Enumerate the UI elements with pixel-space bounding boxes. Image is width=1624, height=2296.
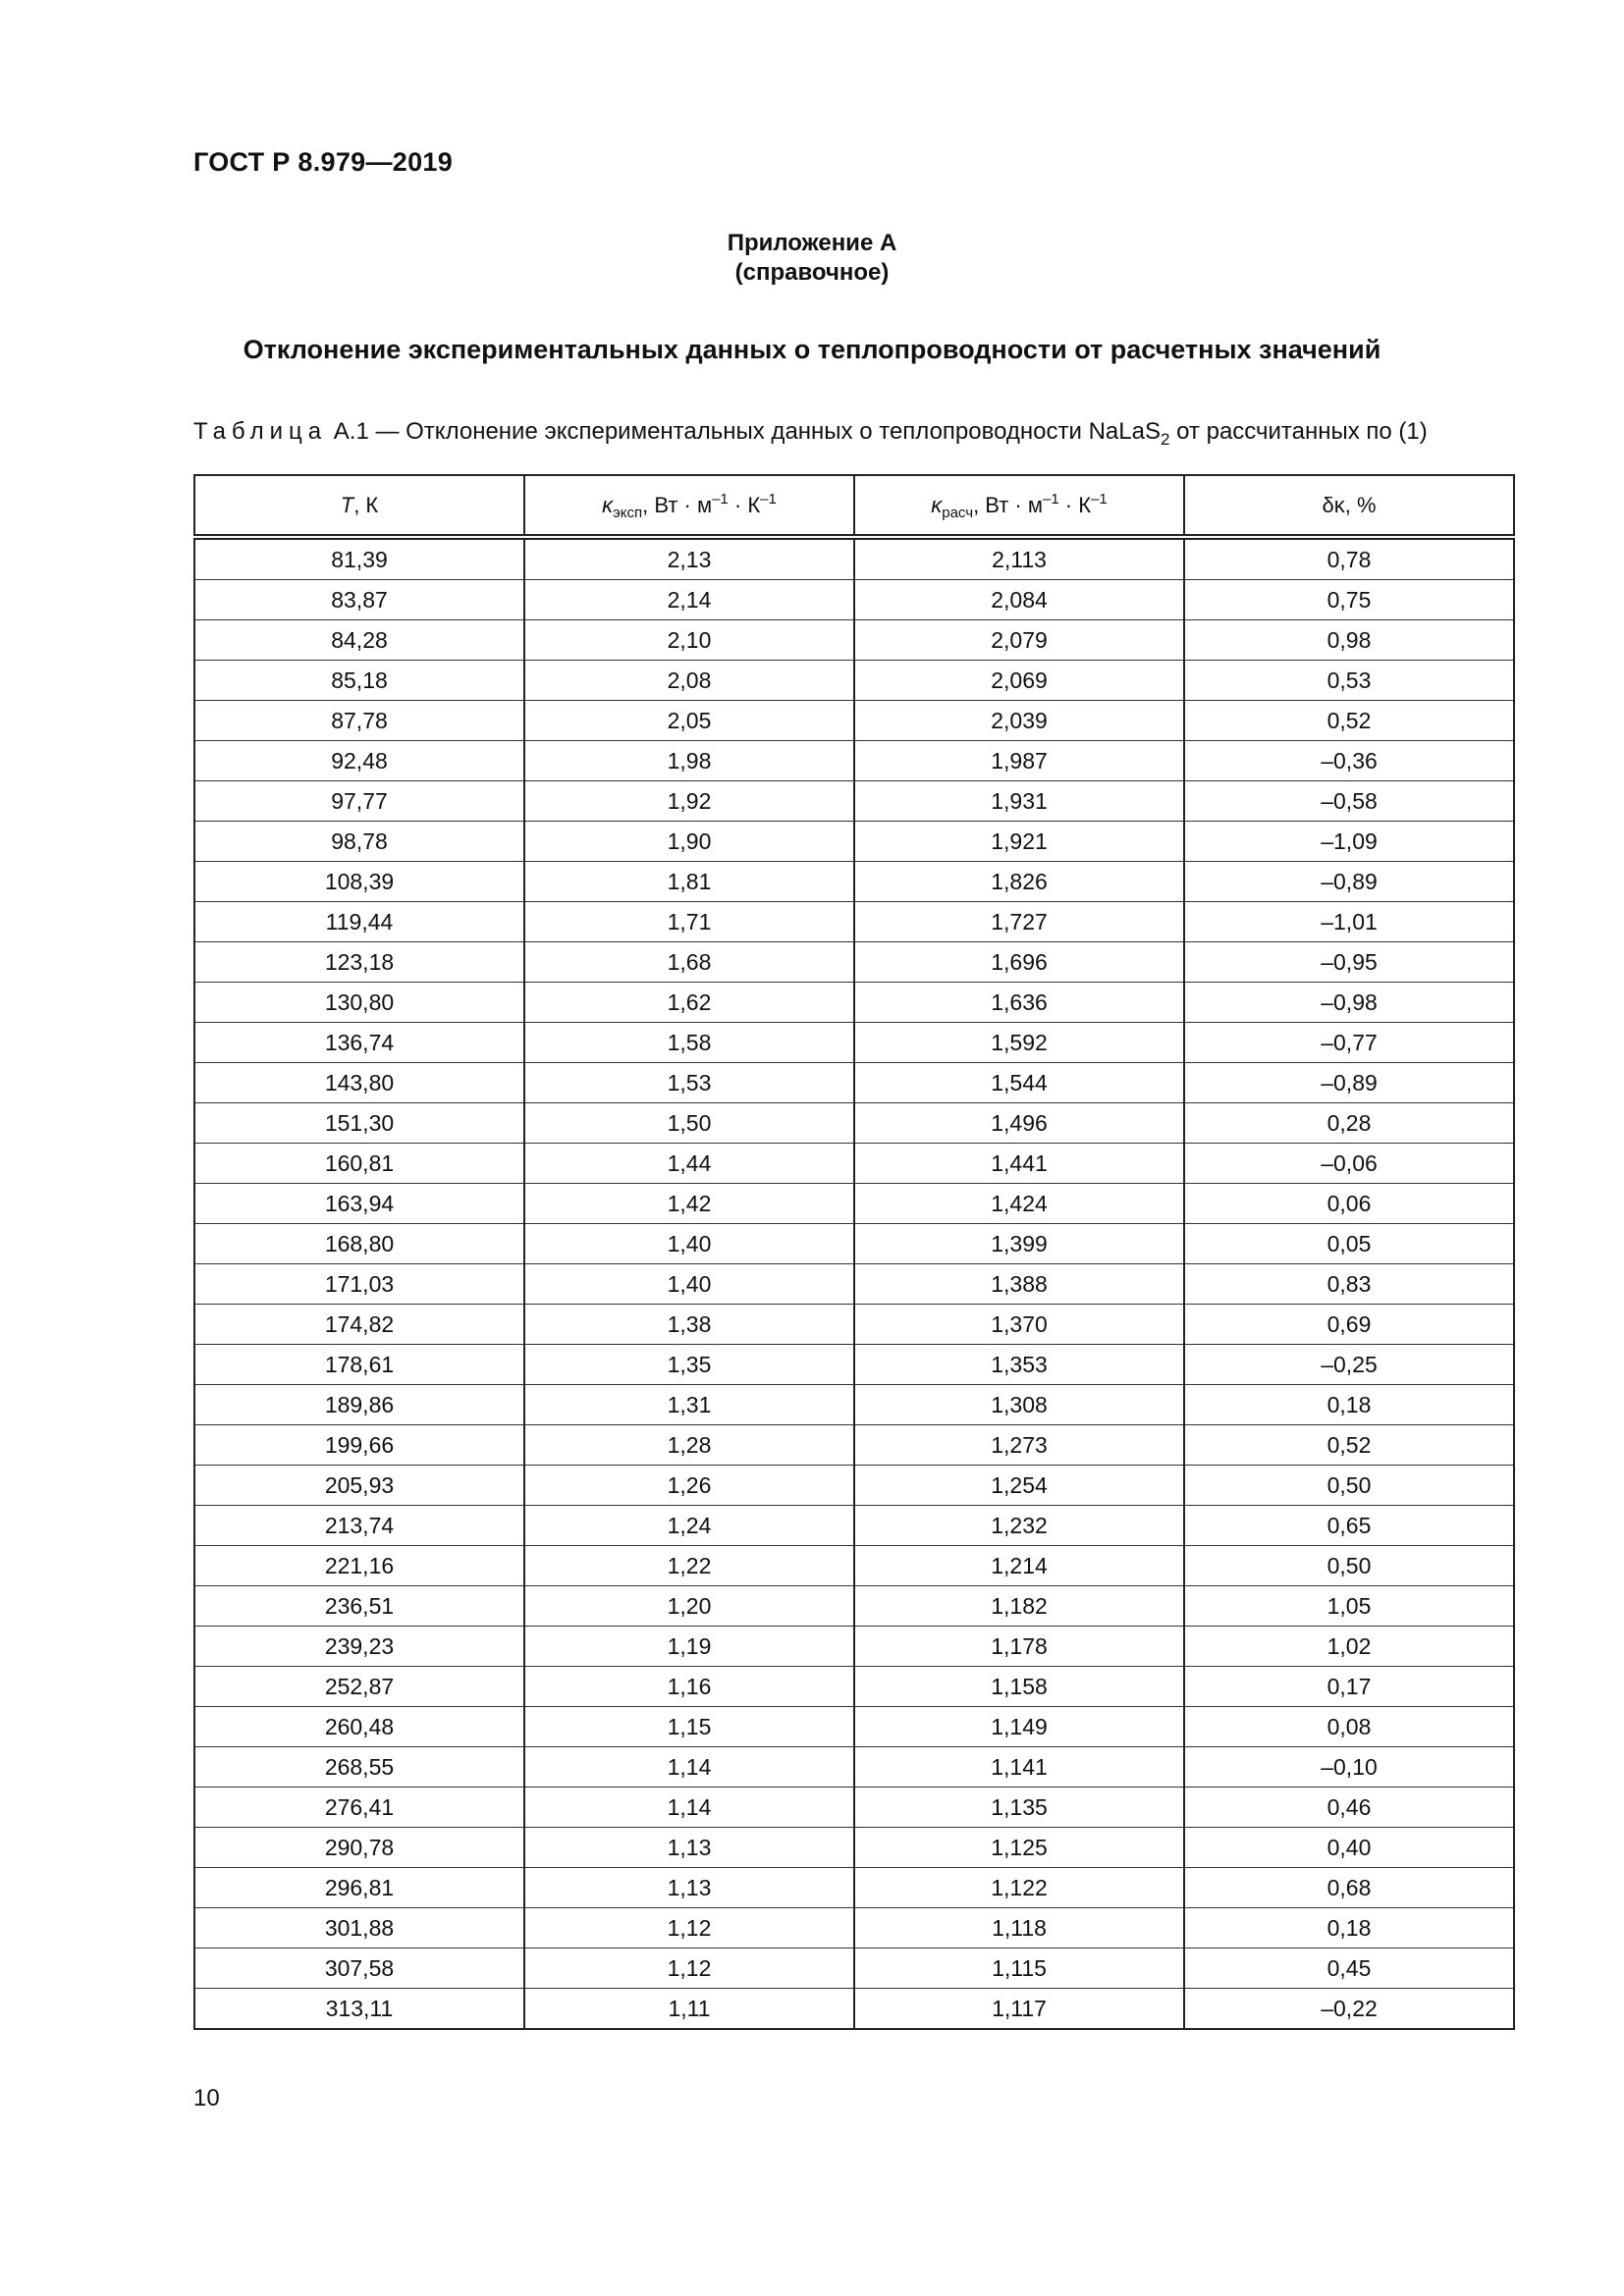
table-cell: 307,58	[194, 1949, 524, 1989]
header-kappa-calc: $\kappa_{расч}$, Вт · $м^{-1} \cdot К^{-1}$	[854, 475, 1184, 537]
table-row	[194, 1184, 1514, 1224]
table-cell: 130,80	[194, 983, 524, 1023]
table-cell: 1,441	[854, 1144, 1184, 1184]
table-cell: 239,23	[194, 1627, 524, 1667]
table-cell: 160,81	[194, 1144, 524, 1184]
table-cell: 1,931	[854, 781, 1184, 822]
table-cell: 1,125	[854, 1828, 1184, 1868]
header-row	[194, 475, 1514, 537]
table-row	[194, 942, 1514, 983]
table-cell: 2,079	[854, 620, 1184, 661]
table-cell: 1,92	[524, 781, 854, 822]
table-cell: 1,40	[524, 1264, 854, 1305]
table-row	[194, 580, 1514, 620]
table-cell: 2,14	[524, 580, 854, 620]
table-cell: 1,158	[854, 1667, 1184, 1707]
table-cell: –0,36	[1184, 741, 1514, 781]
table-cell: 1,115	[854, 1949, 1184, 1989]
table-cell: 1,05	[1184, 1586, 1514, 1627]
table-cell: 81,39	[194, 537, 524, 580]
table-cell: 1,921	[854, 822, 1184, 862]
table-cell: 2,069	[854, 661, 1184, 701]
table-cell: 1,71	[524, 902, 854, 942]
table-cell: –0,98	[1184, 983, 1514, 1023]
table-cell: 1,232	[854, 1506, 1184, 1546]
table-row	[194, 1546, 1514, 1586]
table-cell: 84,28	[194, 620, 524, 661]
table-cell: 1,40	[524, 1224, 854, 1264]
table-cell: 1,424	[854, 1184, 1184, 1224]
table-row	[194, 741, 1514, 781]
table-cell: –0,58	[1184, 781, 1514, 822]
table-cell: 313,11	[194, 1989, 524, 2030]
table-cell: 1,24	[524, 1506, 854, 1546]
table-cell: 87,78	[194, 701, 524, 741]
table-cell: 1,388	[854, 1264, 1184, 1305]
table-cell: 1,592	[854, 1023, 1184, 1063]
table-cell: 1,117	[854, 1989, 1184, 2030]
table-cell: 97,77	[194, 781, 524, 822]
table-cell: 1,254	[854, 1466, 1184, 1506]
table-cell: 1,370	[854, 1305, 1184, 1345]
table-cell: 1,122	[854, 1868, 1184, 1908]
table-cell: –0,25	[1184, 1345, 1514, 1385]
table-row	[194, 1667, 1514, 1707]
table-row	[194, 620, 1514, 661]
table-row	[194, 902, 1514, 942]
table-cell: 92,48	[194, 741, 524, 781]
table-row	[194, 1586, 1514, 1627]
table-row	[194, 1989, 1514, 2030]
table-cell: 123,18	[194, 942, 524, 983]
table-cell: 252,87	[194, 1667, 524, 1707]
table-cell: 1,308	[854, 1385, 1184, 1425]
table-cell: 1,81	[524, 862, 854, 902]
table-cell: 1,38	[524, 1305, 854, 1345]
table-row	[194, 1305, 1514, 1345]
table-cell: 1,98	[524, 741, 854, 781]
table-cell: 1,636	[854, 983, 1184, 1023]
table-cell: 0,78	[1184, 537, 1514, 580]
table-cell: 1,26	[524, 1466, 854, 1506]
table-cell: 1,12	[524, 1908, 854, 1949]
table-cell: 0,50	[1184, 1466, 1514, 1506]
table-cell: 296,81	[194, 1868, 524, 1908]
table-cell: 83,87	[194, 580, 524, 620]
table-cell: 1,31	[524, 1385, 854, 1425]
appendix-subtitle: (справочное)	[734, 259, 890, 286]
table-cell: 0,52	[1184, 1425, 1514, 1466]
table-cell: 301,88	[194, 1908, 524, 1949]
table-cell: 0,98	[1184, 620, 1514, 661]
table-row	[194, 1144, 1514, 1184]
table-cell: 2,05	[524, 701, 854, 741]
table-row	[194, 1788, 1514, 1828]
table-cell: 1,118	[854, 1908, 1184, 1949]
table-cell: 1,16	[524, 1667, 854, 1707]
table-cell: 1,42	[524, 1184, 854, 1224]
table-row	[194, 862, 1514, 902]
table-cell: 276,41	[194, 1788, 524, 1828]
table-cell: 1,12	[524, 1949, 854, 1989]
table-cell: 1,90	[524, 822, 854, 862]
table-cell: 1,135	[854, 1788, 1184, 1828]
table-cell: 2,13	[524, 537, 854, 580]
page-number: 10	[193, 2085, 220, 2111]
table-cell: 1,14	[524, 1788, 854, 1828]
table-row	[194, 1466, 1514, 1506]
table-cell: 0,40	[1184, 1828, 1514, 1868]
table-cell: 1,15	[524, 1707, 854, 1747]
table-cell: 1,58	[524, 1023, 854, 1063]
table-cell: 174,82	[194, 1305, 524, 1345]
table-cell: 151,30	[194, 1103, 524, 1144]
table-body	[194, 537, 1514, 2029]
table-cell: 2,084	[854, 580, 1184, 620]
table-cell: 1,696	[854, 942, 1184, 983]
data-table	[193, 474, 1515, 2030]
caption-label: Таблица	[193, 418, 328, 445]
table-row	[194, 1707, 1514, 1747]
table-row	[194, 537, 1514, 580]
header-delta-kappa: δκ, %	[1184, 475, 1514, 537]
table-cell: 143,80	[194, 1063, 524, 1103]
table-cell: 1,53	[524, 1063, 854, 1103]
table-cell: 119,44	[194, 902, 524, 942]
table-cell: 0,06	[1184, 1184, 1514, 1224]
table-row	[194, 822, 1514, 862]
table-cell: 260,48	[194, 1707, 524, 1747]
table-row	[194, 983, 1514, 1023]
table-cell: 0,65	[1184, 1506, 1514, 1546]
table-cell: 108,39	[194, 862, 524, 902]
table-cell: –0,77	[1184, 1023, 1514, 1063]
table-cell: 98,78	[194, 822, 524, 862]
table-cell: 0,28	[1184, 1103, 1514, 1144]
table-cell: 1,826	[854, 862, 1184, 902]
table-cell: 2,10	[524, 620, 854, 661]
table-row	[194, 1103, 1514, 1144]
table-cell: 1,19	[524, 1627, 854, 1667]
table-cell: 0,17	[1184, 1667, 1514, 1707]
table-cell: 1,20	[524, 1586, 854, 1627]
table-cell: 1,353	[854, 1345, 1184, 1385]
table-caption	[193, 418, 1529, 449]
table-cell: 1,50	[524, 1103, 854, 1144]
table-row	[194, 1264, 1514, 1305]
table-cell: 1,987	[854, 741, 1184, 781]
table-cell: 1,141	[854, 1747, 1184, 1788]
table-row	[194, 781, 1514, 822]
table-cell: –0,10	[1184, 1747, 1514, 1788]
document-header: ГОСТ Р 8.979—2019	[193, 147, 454, 177]
table-cell: –1,09	[1184, 822, 1514, 862]
table-cell: 2,039	[854, 701, 1184, 741]
table-cell: 0,53	[1184, 661, 1514, 701]
table-cell: 163,94	[194, 1184, 524, 1224]
table-cell: –0,06	[1184, 1144, 1514, 1184]
table-cell: 221,16	[194, 1546, 524, 1586]
table-row	[194, 1627, 1514, 1667]
table-row	[194, 1506, 1514, 1546]
table-cell: 1,727	[854, 902, 1184, 942]
table-cell: 168,80	[194, 1224, 524, 1264]
table-cell: 290,78	[194, 1828, 524, 1868]
header-kappa-exp: $\kappa_{эксп}$, Вт · $м^{-1} \cdot К^{-1}$	[524, 475, 854, 537]
table-cell: 1,44	[524, 1144, 854, 1184]
table-cell: 1,544	[854, 1063, 1184, 1103]
table-cell: 0,18	[1184, 1385, 1514, 1425]
table-cell: 0,05	[1184, 1224, 1514, 1264]
table-cell: 0,45	[1184, 1949, 1514, 1989]
table-cell: 1,273	[854, 1425, 1184, 1466]
table-cell: 1,214	[854, 1546, 1184, 1586]
table-cell: –0,95	[1184, 942, 1514, 983]
table-cell: 0,75	[1184, 580, 1514, 620]
table-cell: –0,89	[1184, 862, 1514, 902]
table-cell: 0,52	[1184, 701, 1514, 741]
table-cell: 0,18	[1184, 1908, 1514, 1949]
header-temperature: T, К	[194, 475, 524, 537]
table-cell: 0,08	[1184, 1707, 1514, 1747]
table-cell: 1,178	[854, 1627, 1184, 1667]
table-row	[194, 1063, 1514, 1103]
table-row	[194, 1345, 1514, 1385]
table-cell: 2,08	[524, 661, 854, 701]
table-cell: 189,86	[194, 1385, 524, 1425]
section-title: Отклонение экспериментальных данных о теплопроводности от расчетных значений	[243, 335, 1381, 364]
table-cell: 199,66	[194, 1425, 524, 1466]
table-row	[194, 1868, 1514, 1908]
table-row	[194, 1224, 1514, 1264]
table-cell: 0,46	[1184, 1788, 1514, 1828]
table-cell: 1,11	[524, 1989, 854, 2030]
table-row	[194, 1425, 1514, 1466]
table-row	[194, 1747, 1514, 1788]
table-cell: 1,182	[854, 1586, 1184, 1627]
table-cell: 1,28	[524, 1425, 854, 1466]
table-cell: 1,14	[524, 1747, 854, 1788]
table-row	[194, 1908, 1514, 1949]
table-cell: 1,13	[524, 1828, 854, 1868]
table-cell: 136,74	[194, 1023, 524, 1063]
table-row	[194, 701, 1514, 741]
table-cell: 0,83	[1184, 1264, 1514, 1305]
table-cell: 0,50	[1184, 1546, 1514, 1586]
caption-text: А.1 — Отклонение экспериментальных данных о теплопроводности NaLaS	[333, 418, 1161, 445]
table-row	[194, 661, 1514, 701]
table-cell: 205,93	[194, 1466, 524, 1506]
table-cell: –0,89	[1184, 1063, 1514, 1103]
table-cell: 213,74	[194, 1506, 524, 1546]
table-cell: 0,68	[1184, 1868, 1514, 1908]
table-cell: –0,22	[1184, 1989, 1514, 2030]
appendix-title: Приложение А	[727, 230, 897, 256]
table-cell: 1,35	[524, 1345, 854, 1385]
table-cell: 268,55	[194, 1747, 524, 1788]
table-row	[194, 1828, 1514, 1868]
table-cell: 236,51	[194, 1586, 524, 1627]
table-header	[194, 475, 1514, 537]
table-cell: 178,61	[194, 1345, 524, 1385]
table-cell: 1,02	[1184, 1627, 1514, 1667]
table-cell: 1,13	[524, 1868, 854, 1908]
table-cell: 171,03	[194, 1264, 524, 1305]
table-cell: –1,01	[1184, 902, 1514, 942]
table-cell: 1,62	[524, 983, 854, 1023]
table-row	[194, 1949, 1514, 1989]
table-cell: 85,18	[194, 661, 524, 701]
table-cell: 0,69	[1184, 1305, 1514, 1345]
table-cell: 2,113	[854, 537, 1184, 580]
caption-tail: от рассчитанных по (1)	[1176, 418, 1428, 445]
table-cell: 1,399	[854, 1224, 1184, 1264]
table-row	[194, 1385, 1514, 1425]
table-cell: 1,149	[854, 1707, 1184, 1747]
table-row	[194, 1023, 1514, 1063]
table-cell: 1,22	[524, 1546, 854, 1586]
caption-subscript: 2	[1160, 430, 1170, 449]
table-cell: 1,496	[854, 1103, 1184, 1144]
table-cell: 1,68	[524, 942, 854, 983]
